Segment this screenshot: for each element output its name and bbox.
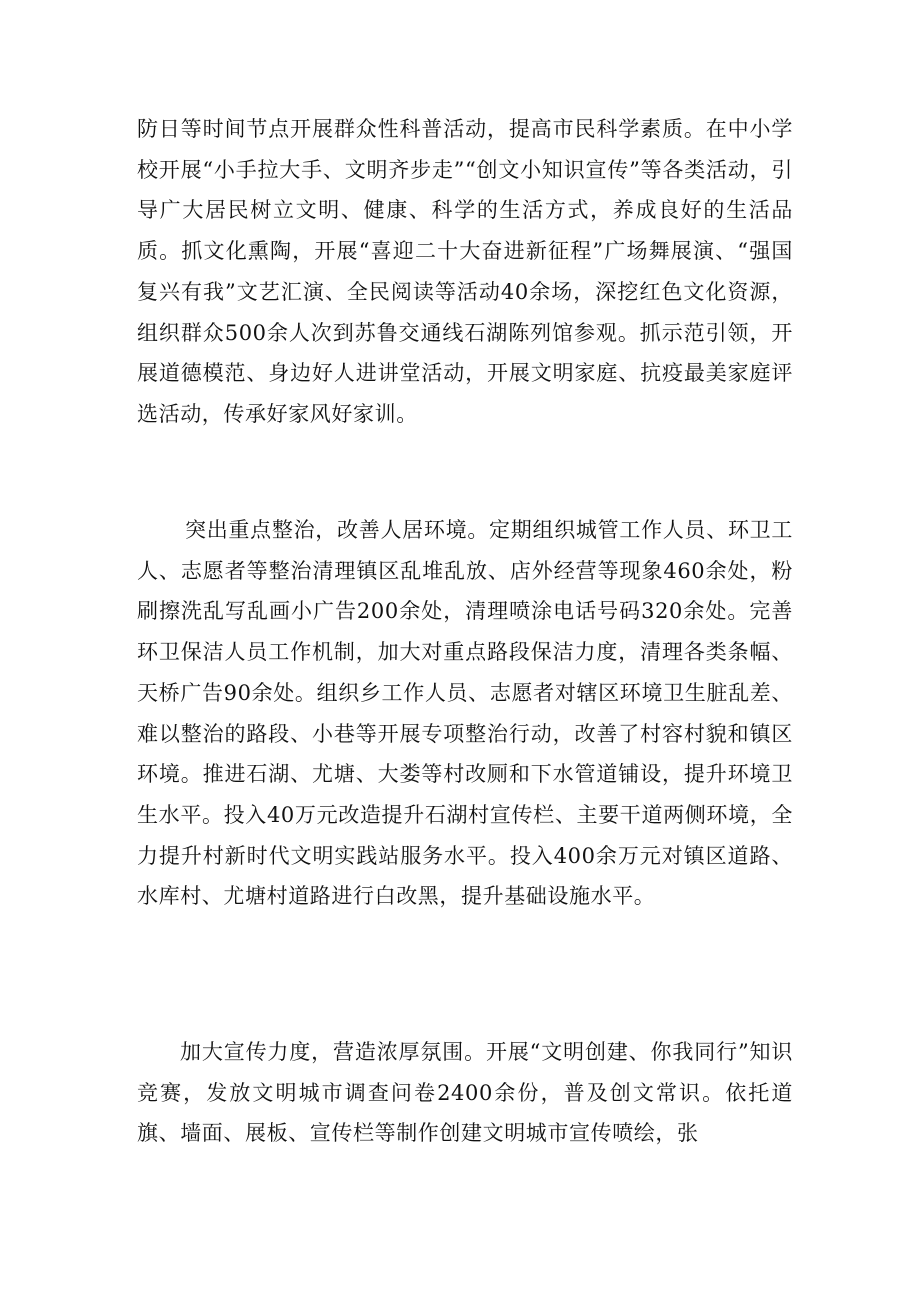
paragraph-environment: 突出重点整治，改善人居环境。定期组织城管工作人员、环卫工人、志愿者等整治清理镇区乱堆乱放、店外经营等现象460余处，粉刷擦洗乱写乱画小广告200余处，清理喷涂电话号码320余处。完善环卫保洁人员工作机制，加大对重点路段保洁力度，清理各类条幅、天桥广告90余处。组织乡工作人员、志愿者对辖区环境卫生脏乱差、难以整治的路段、小巷等开展专项整治行动，改善了村容村貌和镇区环境。推进石湖、尤塘、大娄等村改厕和下水管道铺设，提升环境卫生水平。投入40万元改造提升石湖村宣传栏、主要干道两侧环境，全力提升村新时代文明实践站服务水平。投入400余万元对镇区道路、水库村、尤塘村道路进行白改黑，提升基础设施水平。 bbox=[137, 518, 793, 909]
paragraph-publicity: 加大宣传力度，营造浓厚氛围。开展“文明创建、你我同行”知识竞赛，发放文明城市调查问卷2400余份，普及创文常识。依托道旗、墙面、展板、宣传栏等制作创建文明城市宣传喷绘，张 bbox=[137, 1040, 793, 1146]
paragraph-science-culture: 防日等时间节点开展群众性科普活动，提高市民科学素质。在中小学校开展“小手拉大手、文明齐步走”“创文小知识宣传”等各类活动，引导广大居民树立文明、健康、科学的生活方式，养成良好的生活品质。抓文化熏陶，开展“喜迎二十大奋进新征程”广场舞展演、“强国复兴有我”文艺汇演、全民阅读等活动40余场，深挖红色文化资源，组织群众500余人次到苏鲁交通线石湖陈列馆参观。抓示范引领，开展道德模范、身边好人进讲堂活动，开展文明家庭、抗疫最美家庭评选活动，传承好家风好家训。 bbox=[137, 117, 793, 426]
